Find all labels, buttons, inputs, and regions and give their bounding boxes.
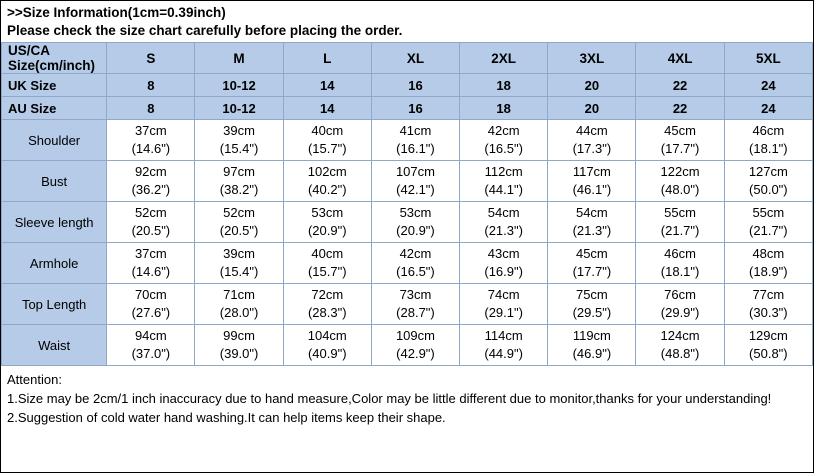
top-length-m bbox=[195, 284, 283, 325]
value-cm: 42cm bbox=[487, 123, 520, 138]
value-inch: (28.3") bbox=[307, 305, 347, 320]
value-inch: (28.0") bbox=[219, 305, 259, 320]
table-row bbox=[2, 325, 813, 366]
value-inch: (50.8") bbox=[749, 346, 788, 361]
au-size-2xl: 18 bbox=[460, 97, 548, 120]
value-cm: 73cm bbox=[399, 287, 432, 302]
uk-size-5xl: 24 bbox=[724, 74, 812, 97]
measure-label-bust: Bust bbox=[2, 161, 107, 202]
value-cm: 117cm bbox=[572, 164, 611, 179]
value-inch: (21.7") bbox=[749, 223, 788, 238]
value-cm: 76cm bbox=[664, 287, 696, 302]
value-cm: 109cm bbox=[395, 328, 435, 343]
value-inch: (42.9") bbox=[396, 346, 435, 361]
size-header-s: S bbox=[107, 43, 195, 74]
size-header-4xl: 4XL bbox=[636, 43, 724, 74]
value-cm: 40cm bbox=[311, 123, 344, 138]
sleeve-length-s bbox=[107, 202, 195, 243]
armhole-3xl bbox=[548, 243, 636, 284]
bust-m bbox=[195, 161, 283, 202]
sleeve-length-2xl bbox=[460, 202, 548, 243]
value-cm: 37cm bbox=[134, 246, 167, 261]
sleeve-length-l bbox=[283, 202, 371, 243]
size-header-xl: XL bbox=[371, 43, 459, 74]
attention-block bbox=[1, 366, 813, 427]
size-check-notice: Please check the size chart carefully before placing the order. bbox=[7, 23, 403, 38]
value-inch: (46.9") bbox=[572, 346, 612, 361]
bust-l bbox=[283, 161, 371, 202]
value-cm: 71cm bbox=[223, 287, 255, 302]
value-cm: 52cm bbox=[134, 205, 167, 220]
value-cm: 122cm bbox=[660, 164, 700, 179]
top-length-l bbox=[283, 284, 371, 325]
attention-note-1: 1.Size may be 2cm/1 inch inaccuracy due to hand measure,Color may be little different due to monitor,thanks for your understanding! bbox=[7, 391, 772, 406]
value-cm: 75cm bbox=[575, 287, 608, 302]
table-row-uk-size bbox=[2, 74, 813, 97]
size-header-5xl: 5XL bbox=[724, 43, 812, 74]
value-cm: 127cm bbox=[748, 164, 788, 179]
corner-label: US/CA Size(cm/inch) bbox=[2, 43, 107, 74]
top-length-2xl bbox=[460, 284, 548, 325]
value-inch: (46.1") bbox=[572, 182, 612, 197]
size-header-3xl: 3XL bbox=[548, 43, 636, 74]
value-inch: (44.1") bbox=[484, 182, 523, 197]
armhole-4xl bbox=[636, 243, 724, 284]
value-inch: (50.0") bbox=[749, 182, 788, 197]
value-inch: (21.3") bbox=[572, 223, 612, 238]
value-inch: (38.2") bbox=[219, 182, 259, 197]
top-length-5xl bbox=[724, 284, 812, 325]
value-cm: 48cm bbox=[752, 246, 785, 261]
value-cm: 72cm bbox=[311, 287, 344, 302]
shoulder-2xl bbox=[460, 120, 548, 161]
attention-note-2: 2.Suggestion of cold water hand washing.It can help items keep their shape. bbox=[7, 410, 446, 425]
waist-3xl bbox=[548, 325, 636, 366]
shoulder-m bbox=[195, 120, 283, 161]
value-cm: 37cm bbox=[134, 123, 167, 138]
shoulder-s bbox=[107, 120, 195, 161]
shoulder-xl bbox=[371, 120, 459, 161]
table-row-size-header bbox=[2, 43, 813, 74]
waist-m bbox=[195, 325, 283, 366]
sleeve-length-3xl bbox=[548, 202, 636, 243]
value-inch: (36.2") bbox=[131, 182, 171, 197]
waist-4xl bbox=[636, 325, 724, 366]
sleeve-length-4xl bbox=[636, 202, 724, 243]
uk-size-s: 8 bbox=[107, 74, 195, 97]
value-inch: (44.9") bbox=[484, 346, 523, 361]
value-inch: (29.1") bbox=[484, 305, 523, 320]
value-inch: (21.7") bbox=[660, 223, 700, 238]
value-inch: (20.5") bbox=[219, 223, 259, 238]
value-inch: (48.0") bbox=[660, 182, 700, 197]
value-cm: 54cm bbox=[575, 205, 608, 220]
value-cm: 129cm bbox=[748, 328, 788, 343]
value-cm: 107cm bbox=[395, 164, 435, 179]
bust-4xl bbox=[636, 161, 724, 202]
value-cm: 54cm bbox=[487, 205, 520, 220]
value-cm: 41cm bbox=[399, 123, 432, 138]
value-cm: 70cm bbox=[134, 287, 167, 302]
value-inch: (18.1") bbox=[660, 264, 700, 279]
waist-5xl bbox=[724, 325, 812, 366]
value-cm: 112cm bbox=[484, 164, 523, 179]
value-cm: 39cm bbox=[223, 246, 255, 261]
armhole-l bbox=[283, 243, 371, 284]
uk-size-label: UK Size bbox=[2, 74, 107, 97]
au-size-s: 8 bbox=[107, 97, 195, 120]
value-inch: (20.9") bbox=[307, 223, 347, 238]
value-cm: 119cm bbox=[572, 328, 611, 343]
measure-label-armhole: Armhole bbox=[2, 243, 107, 284]
measure-label-shoulder: Shoulder bbox=[2, 120, 107, 161]
value-cm: 94cm bbox=[134, 328, 167, 343]
value-inch: (18.9") bbox=[749, 264, 788, 279]
value-cm: 55cm bbox=[664, 205, 696, 220]
armhole-5xl bbox=[724, 243, 812, 284]
value-cm: 46cm bbox=[752, 123, 785, 138]
value-inch: (37.0") bbox=[131, 346, 171, 361]
value-inch: (18.1") bbox=[749, 141, 788, 156]
value-inch: (15.7") bbox=[307, 264, 347, 279]
waist-2xl bbox=[460, 325, 548, 366]
value-inch: (17.3") bbox=[572, 141, 612, 156]
sleeve-length-xl bbox=[371, 202, 459, 243]
bust-2xl bbox=[460, 161, 548, 202]
value-inch: (16.9") bbox=[484, 264, 523, 279]
waist-s bbox=[107, 325, 195, 366]
table-row-au-size bbox=[2, 97, 813, 120]
value-inch: (14.6") bbox=[131, 141, 171, 156]
value-inch: (30.3") bbox=[749, 305, 788, 320]
measure-label-top-length: Top Length bbox=[2, 284, 107, 325]
value-inch: (15.4") bbox=[219, 264, 259, 279]
bust-3xl bbox=[548, 161, 636, 202]
value-cm: 52cm bbox=[223, 205, 255, 220]
au-size-5xl: 24 bbox=[724, 97, 812, 120]
armhole-s bbox=[107, 243, 195, 284]
shoulder-l bbox=[283, 120, 371, 161]
value-inch: (15.7") bbox=[307, 141, 347, 156]
uk-size-xl: 16 bbox=[371, 74, 459, 97]
table-row bbox=[2, 284, 813, 325]
value-inch: (20.5") bbox=[131, 223, 171, 238]
value-cm: 114cm bbox=[484, 328, 523, 343]
size-header-m: M bbox=[195, 43, 283, 74]
value-inch: (42.1") bbox=[396, 182, 435, 197]
au-size-3xl: 20 bbox=[548, 97, 636, 120]
value-inch: (16.5") bbox=[484, 141, 523, 156]
size-information-title: >>Size Information(1cm=0.39inch) bbox=[7, 5, 226, 20]
value-cm: 42cm bbox=[399, 246, 432, 261]
value-cm: 99cm bbox=[223, 328, 255, 343]
shoulder-5xl bbox=[724, 120, 812, 161]
value-cm: 46cm bbox=[664, 246, 696, 261]
size-header-l: L bbox=[283, 43, 371, 74]
measure-label-waist: Waist bbox=[2, 325, 107, 366]
uk-size-2xl: 18 bbox=[460, 74, 548, 97]
value-inch: (40.2") bbox=[307, 182, 347, 197]
value-cm: 55cm bbox=[752, 205, 785, 220]
size-chart-table bbox=[1, 42, 813, 366]
value-inch: (27.6") bbox=[131, 305, 171, 320]
table-row bbox=[2, 243, 813, 284]
top-length-xl bbox=[371, 284, 459, 325]
au-size-m: 10-12 bbox=[195, 97, 283, 120]
waist-l bbox=[283, 325, 371, 366]
value-inch: (17.7") bbox=[572, 264, 612, 279]
top-length-4xl bbox=[636, 284, 724, 325]
top-length-s bbox=[107, 284, 195, 325]
measure-label-sleeve-length: Sleeve length bbox=[2, 202, 107, 243]
table-row bbox=[2, 120, 813, 161]
value-inch: (21.3") bbox=[484, 223, 523, 238]
value-cm: 53cm bbox=[399, 205, 432, 220]
value-cm: 77cm bbox=[752, 287, 785, 302]
value-cm: 102cm bbox=[307, 164, 347, 179]
value-cm: 45cm bbox=[575, 246, 608, 261]
uk-size-3xl: 20 bbox=[548, 74, 636, 97]
value-inch: (29.5") bbox=[572, 305, 612, 320]
uk-size-4xl: 22 bbox=[636, 74, 724, 97]
table-row bbox=[2, 161, 813, 202]
value-cm: 104cm bbox=[307, 328, 347, 343]
armhole-xl bbox=[371, 243, 459, 284]
value-inch: (48.8") bbox=[660, 346, 700, 361]
value-cm: 92cm bbox=[134, 164, 167, 179]
sleeve-length-m bbox=[195, 202, 283, 243]
value-cm: 44cm bbox=[575, 123, 608, 138]
au-size-l: 14 bbox=[283, 97, 371, 120]
value-inch: (17.7") bbox=[660, 141, 700, 156]
value-cm: 53cm bbox=[311, 205, 344, 220]
uk-size-m: 10-12 bbox=[195, 74, 283, 97]
value-cm: 124cm bbox=[660, 328, 700, 343]
bust-s bbox=[107, 161, 195, 202]
value-inch: (29.9") bbox=[660, 305, 700, 320]
value-inch: (28.7") bbox=[396, 305, 435, 320]
value-cm: 45cm bbox=[664, 123, 696, 138]
au-size-label: AU Size bbox=[2, 97, 107, 120]
value-inch: (15.4") bbox=[219, 141, 259, 156]
size-header-2xl: 2XL bbox=[460, 43, 548, 74]
value-cm: 43cm bbox=[487, 246, 520, 261]
value-inch: (40.9") bbox=[307, 346, 347, 361]
top-length-3xl bbox=[548, 284, 636, 325]
sleeve-length-5xl bbox=[724, 202, 812, 243]
value-inch: (20.9") bbox=[396, 223, 435, 238]
value-inch: (14.6") bbox=[131, 264, 171, 279]
armhole-2xl bbox=[460, 243, 548, 284]
shoulder-4xl bbox=[636, 120, 724, 161]
attention-title: Attention: bbox=[7, 372, 62, 387]
armhole-m bbox=[195, 243, 283, 284]
value-inch: (16.5") bbox=[396, 264, 435, 279]
value-cm: 40cm bbox=[311, 246, 344, 261]
uk-size-l: 14 bbox=[283, 74, 371, 97]
bust-xl bbox=[371, 161, 459, 202]
value-inch: (16.1") bbox=[396, 141, 435, 156]
waist-xl bbox=[371, 325, 459, 366]
table-row bbox=[2, 202, 813, 243]
au-size-4xl: 22 bbox=[636, 97, 724, 120]
au-size-xl: 16 bbox=[371, 97, 459, 120]
value-cm: 97cm bbox=[223, 164, 255, 179]
value-inch: (39.0") bbox=[219, 346, 259, 361]
shoulder-3xl bbox=[548, 120, 636, 161]
header-block bbox=[1, 1, 813, 40]
bust-5xl bbox=[724, 161, 812, 202]
value-cm: 39cm bbox=[223, 123, 255, 138]
value-cm: 74cm bbox=[487, 287, 520, 302]
